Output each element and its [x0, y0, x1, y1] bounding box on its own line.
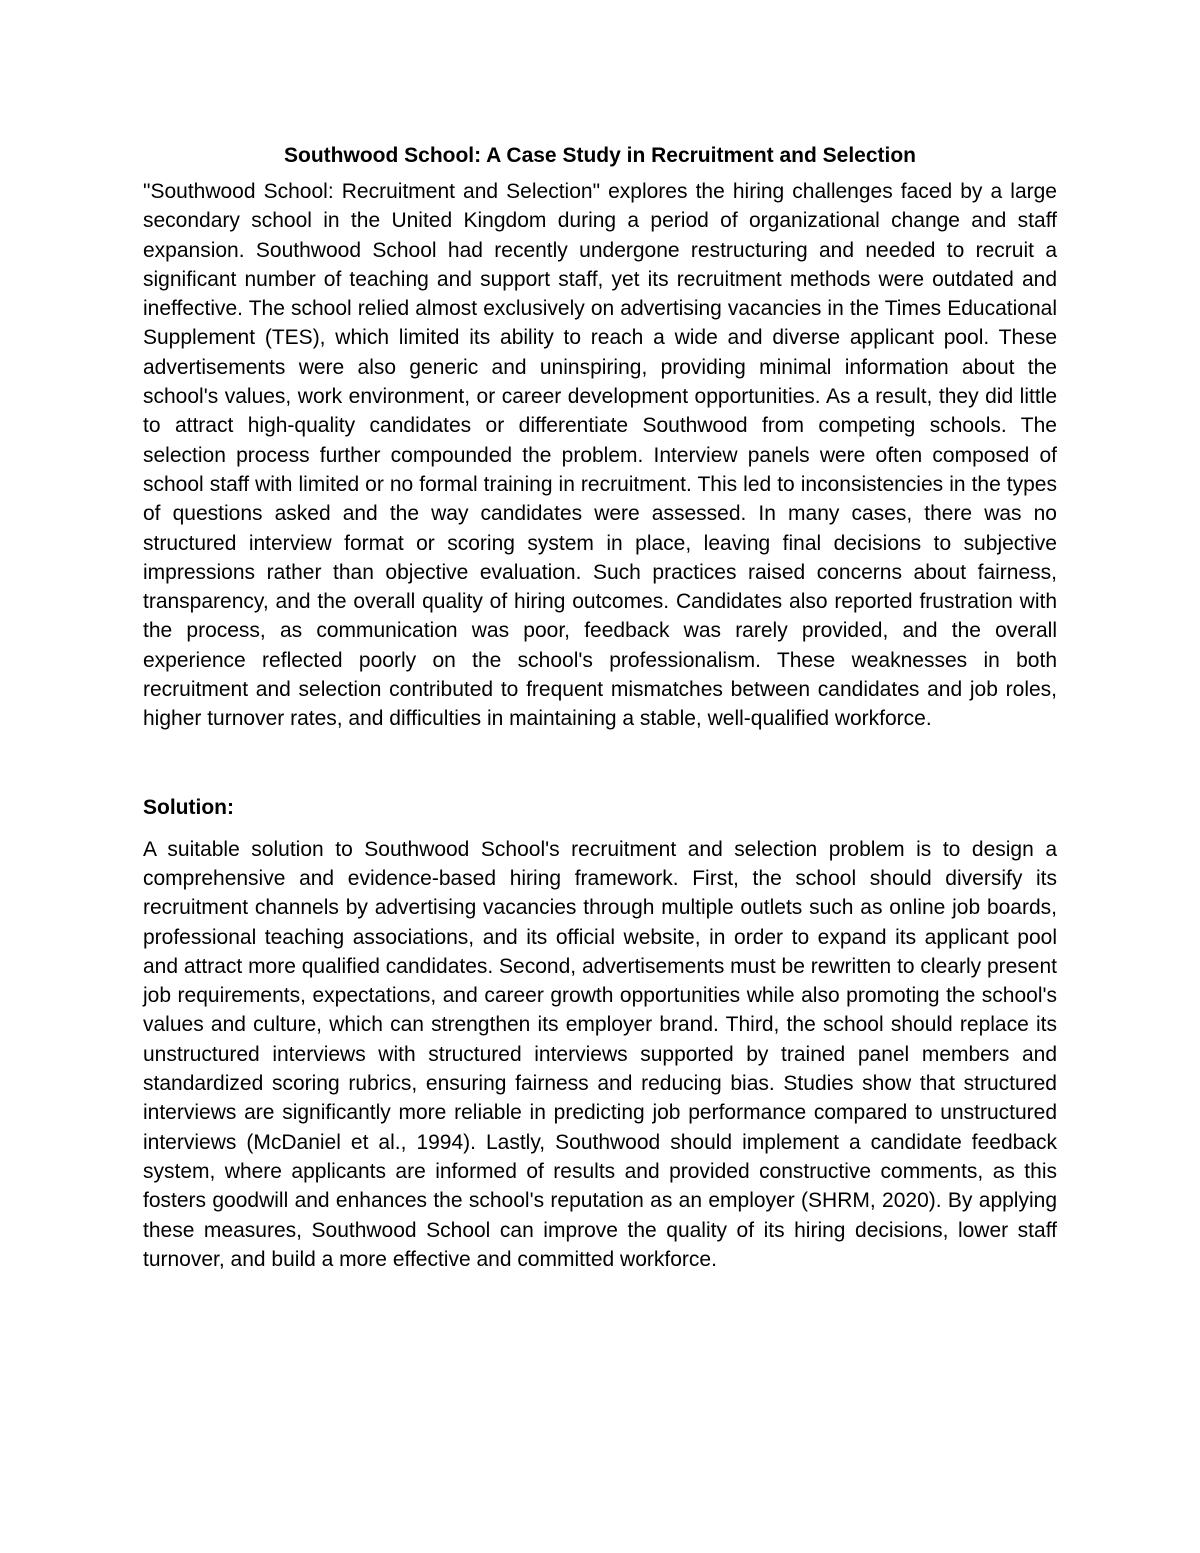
document-body [143, 140, 1057, 1274]
solution-paragraph: A suitable solution to Southwood School's recruitment and selection problem is to design a comprehensive and evidence-based hiring framework. First, the school should diversify its recruitment channels by advertising vacancies through multiple outlets such as online job boards, professional teaching associations, and its official website, in order to expand its applicant pool and attract more qualified candidates. Second, advertisements must be rewritten to clearly present job requirements, expectations, and career growth opportunities while also promoting the school's values and culture, which can strengthen its employer brand. Third, the school should replace its unstructured interviews with structured interviews supported by trained panel members and standardized scoring rubrics, ensuring fairness and reducing bias. Studies show that structured interviews are significantly more reliable in predicting job performance compared to unstructured interviews (McDaniel et al., 1994). Lastly, Southwood should implement a candidate feedback system, where applicants are informed of results and provided constructive comments, as this fosters goodwill and enhances the school's reputation as an employer (SHRM, 2020). By applying these measures, Southwood School can improve the quality of its hiring decisions, lower staff turnover, and build a more effective and committed workforce. [143, 837, 1057, 1271]
intro-paragraph: "Southwood School: Recruitment and Selection" explores the hiring challenges faced by a large secondary school in the United Kingdom during a period of organizational change and staff expansion. Southwood School had recently undergone restructuring and needed to recruit a significant number of teaching and support staff, yet its recruitment methods were outdated and ineffective. The school relied almost exclusively on advertising vacancies in the Times Educational Supplement (TES), which limited its ability to reach a wide and diverse applicant pool. These advertisements were also generic and uninspiring, providing minimal information about the school's values, work environment, or career development opportunities. As a result, they did little to attract high-quality candidates or differentiate Southwood from competing schools. The selection process further compounded the problem. Interview panels were often composed of school staff with limited or no formal training in recruitment. This led to inconsistencies in the types of questions asked and the way candidates were assessed. In many cases, there was no structured interview format or scoring system in place, leaving final decisions to subjective impressions rather than objective evaluation. Such practices raised concerns about fairness, transparency, and the overall quality of hiring outcomes. Candidates also reported frustration with the process, as communication was poor, feedback was rarely provided, and the overall experience reflected poorly on the school's professionalism. These weaknesses in both recruitment and selection contributed to frequent mismatches between candidates and job roles, higher turnover rates, and difficulties in maintaining a stable, well-qualified workforce. [143, 180, 1057, 731]
document-title: Southwood School: A Case Study in Recruitment and Selection [284, 144, 916, 167]
solution-heading: Solution: [143, 795, 234, 819]
